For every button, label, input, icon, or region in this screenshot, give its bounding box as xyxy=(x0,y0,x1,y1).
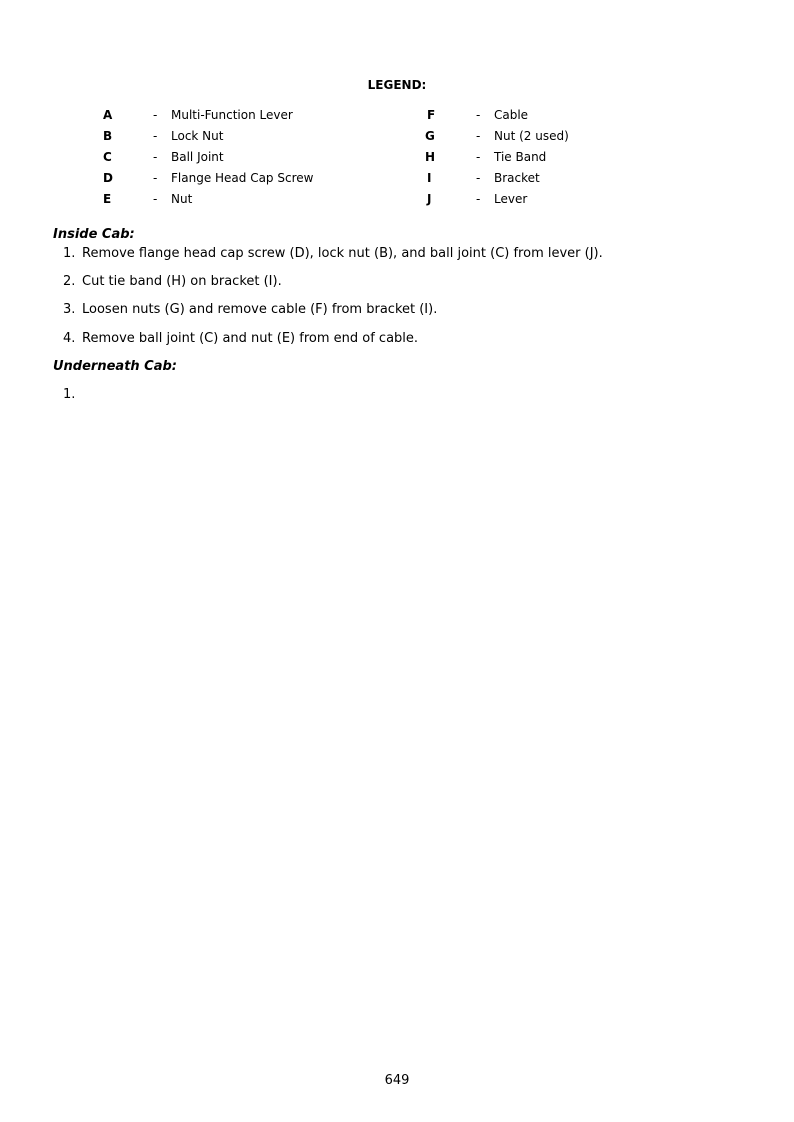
inside-cab-step xyxy=(63,246,603,261)
legend-letter: B xyxy=(103,129,113,143)
legend-dash: - xyxy=(476,108,481,122)
legend-description: Bracket xyxy=(494,171,540,185)
inside-cab-step xyxy=(63,274,282,289)
legend-letter: D xyxy=(103,171,113,185)
legend-letter: E xyxy=(103,192,112,206)
legend-description: Lock Nut xyxy=(171,129,224,143)
legend-row xyxy=(0,189,400,210)
underneath-cab-heading: Underneath Cab: xyxy=(53,359,178,374)
legend-row xyxy=(400,168,794,189)
step-number: 4. xyxy=(63,331,76,346)
legend-dash: - xyxy=(476,129,481,143)
legend-dash: - xyxy=(476,171,481,185)
legend-dash: - xyxy=(476,150,481,164)
step-number: 1. xyxy=(63,246,76,261)
legend-letter: A xyxy=(103,108,113,122)
inside-cab-step xyxy=(63,302,437,317)
legend-row xyxy=(0,168,400,189)
page-number: 649 xyxy=(384,1073,410,1088)
legend-table xyxy=(0,105,794,215)
legend-description: Nut (2 used) xyxy=(494,129,569,143)
step-number: 1. xyxy=(63,387,76,402)
legend-dash: - xyxy=(153,150,158,164)
legend-letter: F xyxy=(427,108,436,122)
legend-description: Lever xyxy=(494,192,528,206)
step-text: Remove flange head cap screw (D), lock nut (B), and ball joint (C) from lever (J). xyxy=(82,246,603,261)
legend-letter: H xyxy=(425,150,436,164)
legend-dash: - xyxy=(153,108,158,122)
step-text: Cut tie band (H) on bracket (I). xyxy=(82,274,282,289)
underneath-cab-step xyxy=(63,387,82,402)
step-text: Remove ball joint (C) and nut (E) from end of cable. xyxy=(82,331,419,346)
inside-cab-heading: Inside Cab: xyxy=(53,227,135,242)
legend-row xyxy=(400,147,794,168)
legend-dash: - xyxy=(153,129,158,143)
legend-letter: I xyxy=(427,171,432,185)
legend-description: Flange Head Cap Screw xyxy=(171,171,314,185)
legend-dash: - xyxy=(153,192,158,206)
legend-row xyxy=(0,105,400,126)
legend-dash: - xyxy=(153,171,158,185)
legend-row xyxy=(0,126,400,147)
step-text: Loosen nuts (G) and remove cable (F) from bracket (I). xyxy=(82,302,438,317)
legend-letter: J xyxy=(427,192,432,206)
legend-row xyxy=(400,189,794,210)
inside-cab-step xyxy=(63,331,418,346)
legend-dash: - xyxy=(476,192,481,206)
step-number: 3. xyxy=(63,302,76,317)
legend-description: Nut xyxy=(171,192,193,206)
legend-description: Multi-Function Lever xyxy=(171,108,293,122)
legend-description: Ball Joint xyxy=(171,150,224,164)
legend-letter: G xyxy=(425,129,435,143)
step-number: 2. xyxy=(63,274,76,289)
legend-description: Cable xyxy=(494,108,529,122)
legend-letter: C xyxy=(103,150,112,164)
legend-row xyxy=(400,105,794,126)
legend-row xyxy=(0,147,400,168)
legend-row xyxy=(400,126,794,147)
legend-title: LEGEND: xyxy=(367,78,427,92)
legend-description: Tie Band xyxy=(494,150,547,164)
